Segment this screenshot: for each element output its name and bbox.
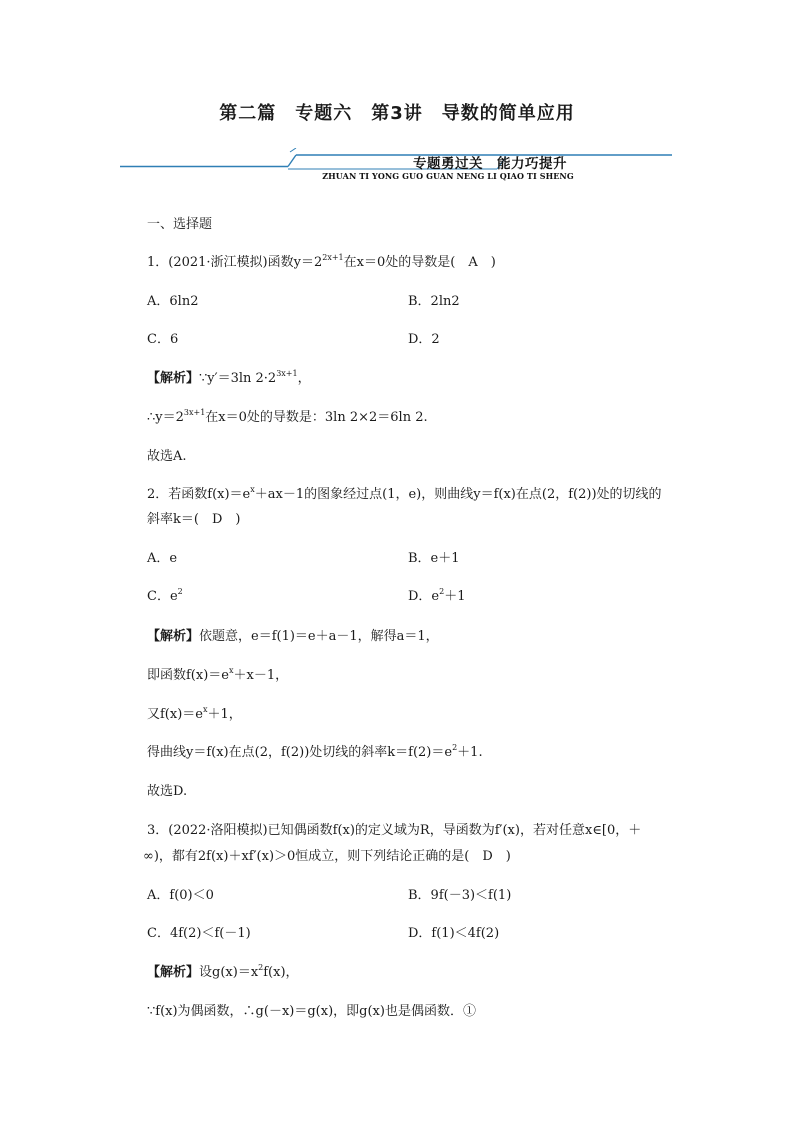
q3-option-c: C．4f(2)＜f(－1): [147, 926, 251, 941]
q2-sol3-text-a: 又f(x)＝e: [147, 707, 203, 722]
q1-stem: [147, 251, 496, 270]
q2-option-d-tail: ＋1: [444, 589, 466, 604]
q1-solution-line-1: [147, 367, 311, 386]
solution-tag: 【解析】: [147, 371, 200, 386]
q3-option-d: D．f(1)＜4f(2): [408, 926, 500, 941]
q1-sol1-text-b: ，: [297, 371, 311, 386]
q3-stem-line-2: ∞)，都有2f(x)＋xf′(x)＞0恒成立，则下列结论正确的是( D ): [143, 849, 511, 864]
q3-solution-line-2: ∵f(x)为偶函数，∴g(－x)＝g(x)，即g(x)也是偶函数．①: [147, 1004, 476, 1019]
solution-tag: 【解析】: [147, 629, 200, 644]
q1-sol1-text-a: ∵y′＝3ln 2·2: [199, 371, 277, 386]
q1-sol2-text-a: ∴y＝2: [147, 410, 184, 425]
q3-stem-line-1: 3．(2022·洛阳模拟)已知偶函数f(x)的定义域为R，导函数为f′(x)，若对任意x∈[0，＋: [147, 823, 642, 838]
q2-option-a: A．e: [147, 551, 178, 566]
section-banner: [120, 148, 672, 184]
q2-stem-line-2: 斜率k＝( D ): [147, 512, 241, 527]
q3-solution-line-1: [147, 961, 299, 980]
q2-stem-text-a: 2．若函数f(x)＝e: [147, 487, 251, 502]
q1-sol2-text-b: 在x＝0处的导数是：3ln 2×2＝6ln 2.: [205, 410, 428, 425]
q1-sol2-exponent: 3x+1: [183, 408, 206, 417]
q2-sol4-exponent: 2: [452, 743, 458, 752]
q1-solution-line-2: [147, 406, 428, 425]
section-heading: 一、选择题: [147, 217, 213, 232]
q1-solution-line-3: 故选A.: [147, 449, 187, 464]
q2-option-d-exponent: 2: [439, 587, 445, 596]
q2-stem-text-b: ＋ax－1的图象经过点(1，e)，则曲线y＝f(x)在点(2，f(2))处的切线的: [254, 487, 662, 502]
q2-option-c: [147, 585, 183, 604]
q1-sol1-exponent: 3x+1: [276, 369, 298, 378]
q3-sol1-text-b: f(x)，: [263, 965, 299, 980]
q2-solution-line-5: 故选D.: [147, 784, 188, 799]
q2-sol3-text-b: ＋1，: [207, 707, 242, 722]
q2-solution-line-2: [147, 664, 288, 683]
q2-stem-exponent: x: [250, 485, 255, 494]
q1-option-b: B．2ln2: [408, 294, 460, 309]
q1-option-a: A．6ln2: [147, 294, 199, 309]
q2-sol4-text-a: 得曲线y＝f(x)在点(2，f(2))处切线的斜率k＝f(2)＝e: [147, 745, 453, 760]
q2-solution-line-1: [147, 625, 439, 644]
q2-sol2-text-b: ＋x－1，: [233, 668, 289, 683]
q2-sol2-text-a: 即函数f(x)＝e: [147, 668, 229, 683]
solution-tag: 【解析】: [147, 965, 200, 980]
q2-option-b: B．e＋1: [408, 551, 460, 566]
q2-stem-line-1: [147, 483, 662, 502]
banner-title-en: ZHUAN TI YONG GUO GUAN NENG LI QIAO TI SHENG: [322, 171, 574, 181]
q2-option-c-exponent: 2: [177, 587, 183, 596]
q3-option-b: B．9f(－3)＜f(1): [408, 888, 512, 903]
q3-sol1-exponent: 2: [258, 963, 264, 972]
page-title: 第二篇 专题六 第3讲 导数的简单应用: [219, 103, 575, 124]
q2-solution-line-3: [147, 703, 242, 722]
q2-option-d-text: D．e: [408, 589, 440, 604]
q1-option-d: D．2: [408, 332, 440, 347]
q3-option-a: A．f(0)＜0: [147, 888, 214, 903]
q1-stem-exponent: 2x+1: [322, 253, 344, 262]
q3-sol1-text-a: 设g(x)＝x: [199, 965, 259, 980]
q1-option-c: C．6: [147, 332, 179, 347]
q2-sol1-text: 依题意，e＝f(1)＝e＋a－1，解得a＝1，: [199, 629, 439, 644]
q2-sol3-exponent: x: [202, 705, 208, 714]
q2-solution-line-4: [147, 741, 483, 760]
q2-option-d: [408, 585, 466, 604]
q2-option-c-text: C．e: [147, 589, 178, 604]
q1-stem-text-b: 在x＝0处的导数是( A ): [343, 255, 496, 270]
banner-title-cn: 专题勇过关 能力巧提升: [413, 156, 567, 172]
q2-sol2-exponent: x: [228, 666, 234, 675]
q2-sol4-text-b: ＋1.: [457, 745, 483, 760]
q1-stem-text-a: 1．(2021·浙江模拟)函数y＝2: [147, 255, 323, 270]
